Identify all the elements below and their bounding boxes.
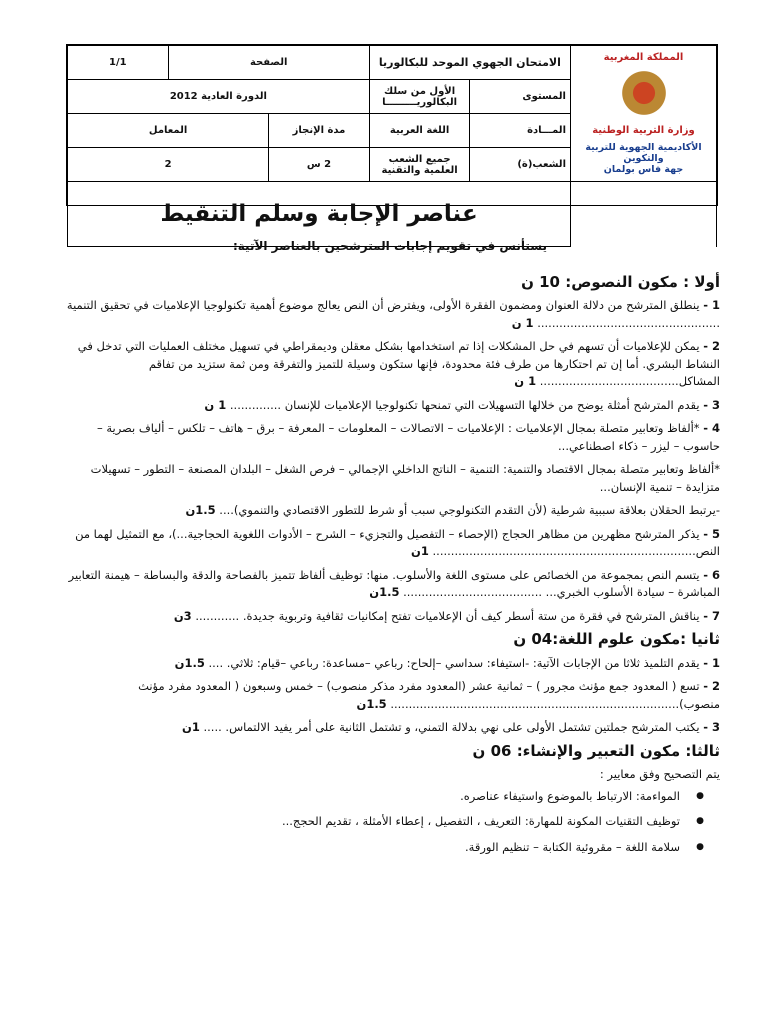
list-item: 1 - يقدم التلميذ ثلاثا من الإجابات الآتية: -استيفاء: سداسي –إلحاح: رباعي –مساعدة: رباعي –قيام: ثلاثي. .... 1.5ن — [174, 655, 720, 670]
section-language-items — [60, 655, 720, 737]
list-item: 4 - *ألفاظ وتعابير متصلة بمجال الإعلاميات : الإعلاميات – الاتصالات – المعلومات – المعرفة – برق – هاتف – تلكس – ألياف بصرية – حاسوب – ليزر – ذكاء اصطناعي... — [96, 421, 720, 453]
subject-value: اللغة العربية — [369, 114, 470, 148]
institution-logo-block — [571, 46, 717, 182]
list-item: 3 - يقدم المترشح أمثلة يوضح من خلالها التسهيلات التي تمنحها تكنولوجيا الإعلاميات للإنسان .............. 1 ن — [204, 397, 720, 412]
duration-label: مدة الإنجاز — [269, 114, 370, 148]
level-label: المستوى — [470, 80, 571, 114]
subject-label: المـــادة — [470, 114, 571, 148]
answer-key — [60, 238, 720, 864]
page-label: الصفحة — [168, 46, 369, 80]
section-texts-title: أولا : مكون النصوص: 10 ن — [521, 272, 720, 291]
document-title: عناصر الإجابة وسلم التنقيط — [68, 182, 571, 247]
list-item: 3 - يكتب المترشح جملتين تشتمل الأولى على نهي بدلالة التمني، و تشتمل الثانية على أمر يفيد الالتماس. ..... 1ن — [182, 720, 720, 734]
section-writing-title: ثالثا: مكون التعبير والإنشاء: 06 ن — [472, 741, 720, 760]
duration-value: 2 س — [269, 148, 370, 182]
coef-value: 2 — [68, 148, 269, 182]
list-item: ● توظيف التقنيات المكونة للمهارة: التعريف ، التفصيل ، إعطاء الأمثلة ، تقديم الحجج... — [60, 813, 720, 831]
list-item: 2 - يمكن للإعلاميات أن تسهم في حل المشكلات إذا تم استخدامها بشكل معقلن وديمقراطي في تسهيل مختلف العمليات التي تدخل في النشاط البشري. أما إن تم احتكارها من طرف فئة محدودة، فإنها ستكون وسيلة للتميز والتفرقة ومن ثمة ستزيد من تفاقم المشاكل...................................... 1 ن — [77, 339, 720, 388]
list-item: 7 - يناقش المترشح في فقرة من ستة أسطر كيف أن الإعلاميات تفتح إمكانيات ثقافية وتربوية جديدة. ............ 3ن — [173, 608, 720, 623]
exam-title: الامتحان الجهوي الموحد للبكالوريا — [369, 46, 570, 80]
list-item: *ألفاظ وتعابير متصلة بمجال الاقتصاد والتنمية: التنمية – الناتج الداخلي الإجمالي – فرص الشغل – البلدان المصنعة – التطور – تسهيلات متزايدة – تنمية الإنسان... — [90, 462, 720, 494]
session-label: الدورة العادية 2012 — [68, 80, 370, 114]
section-language-title: ثانيا :مكون علوم اللغة:04 ن — [513, 630, 720, 648]
level-value: الأول من سلك البكالوريـــــــــا — [369, 80, 470, 114]
intro-text: يستأنس في تقويم إجابات المترشحين بالعناصر الآتية: — [232, 239, 548, 253]
list-item: 5 - يذكر المترشح مظهرين من مظاهر الحجاج (الإحصاء – التفصيل والتجزيء – الشرح – الأدوات اللغوية الحجاجية...)، مع التمثيل لهما من النص........................................................................ 1ن — [75, 526, 720, 558]
exam-header — [66, 44, 718, 227]
section-texts-items — [60, 297, 720, 625]
list-item: ● المواءمة: الارتباط بالموضوع واستيفاء عناصره. — [60, 788, 720, 806]
coef-label: المعامل — [68, 114, 269, 148]
academy-label: الأكاديمية الجهوية للتربية والتكوين — [585, 142, 702, 164]
branches-label: الشعب(ة) — [470, 148, 571, 182]
ministry-label: وزارة التربية الوطنية — [592, 125, 695, 136]
coat-of-arms-icon — [598, 65, 690, 121]
branches-value: جميع الشعب العلمية والتقنية — [369, 148, 470, 182]
criteria-lead: يتم التصحيح وفق معايير : — [599, 767, 720, 781]
page-value: 1/1 — [68, 46, 169, 80]
list-item: 2 - تسع ( المعدود جمع مؤنث مجرور ) – ثمانية عشر (المعدود مفرد مذكر منصوب) – خمس وسبعون ( المعدود مفرد مؤنث منصوب)............................................................................... 1.5ن — [138, 679, 720, 711]
list-item: 1 - ينطلق المترشح من دلالة العنوان ومضمون الفقرة الأولى، ويفترض أن النص يعالج موضوع أهمية تكنولوجيا الإعلاميات في تحقيق التنمية .................................................. 1 ن — [66, 298, 720, 330]
list-item: ● سلامة اللغة – مقروئية الكتابة – تنظيم الورقة. — [60, 839, 720, 857]
kingdom-label: المملكة المغربية — [603, 52, 684, 63]
list-item: 6 - يتسم النص بمجموعة من الخصائص على مستوى اللغة والأسلوب. منها: توظيف ألفاظ تتميز بالفصاحة والدقة والبساطة – هيمنة التعابير المباشرة – سيادة الأسلوب الخبري... ...................................... 1.5ن — [68, 567, 720, 599]
region-label: جهة فاس بولمان — [603, 164, 684, 175]
list-item: -يرتبط الحقلان بعلاقة سببية شرطية (لأن التقدم التكنولوجي سبب أو شرط للتطور الاقتصادي والتنموي).... 1.5ن — [185, 503, 720, 517]
criteria-list — [60, 788, 720, 857]
